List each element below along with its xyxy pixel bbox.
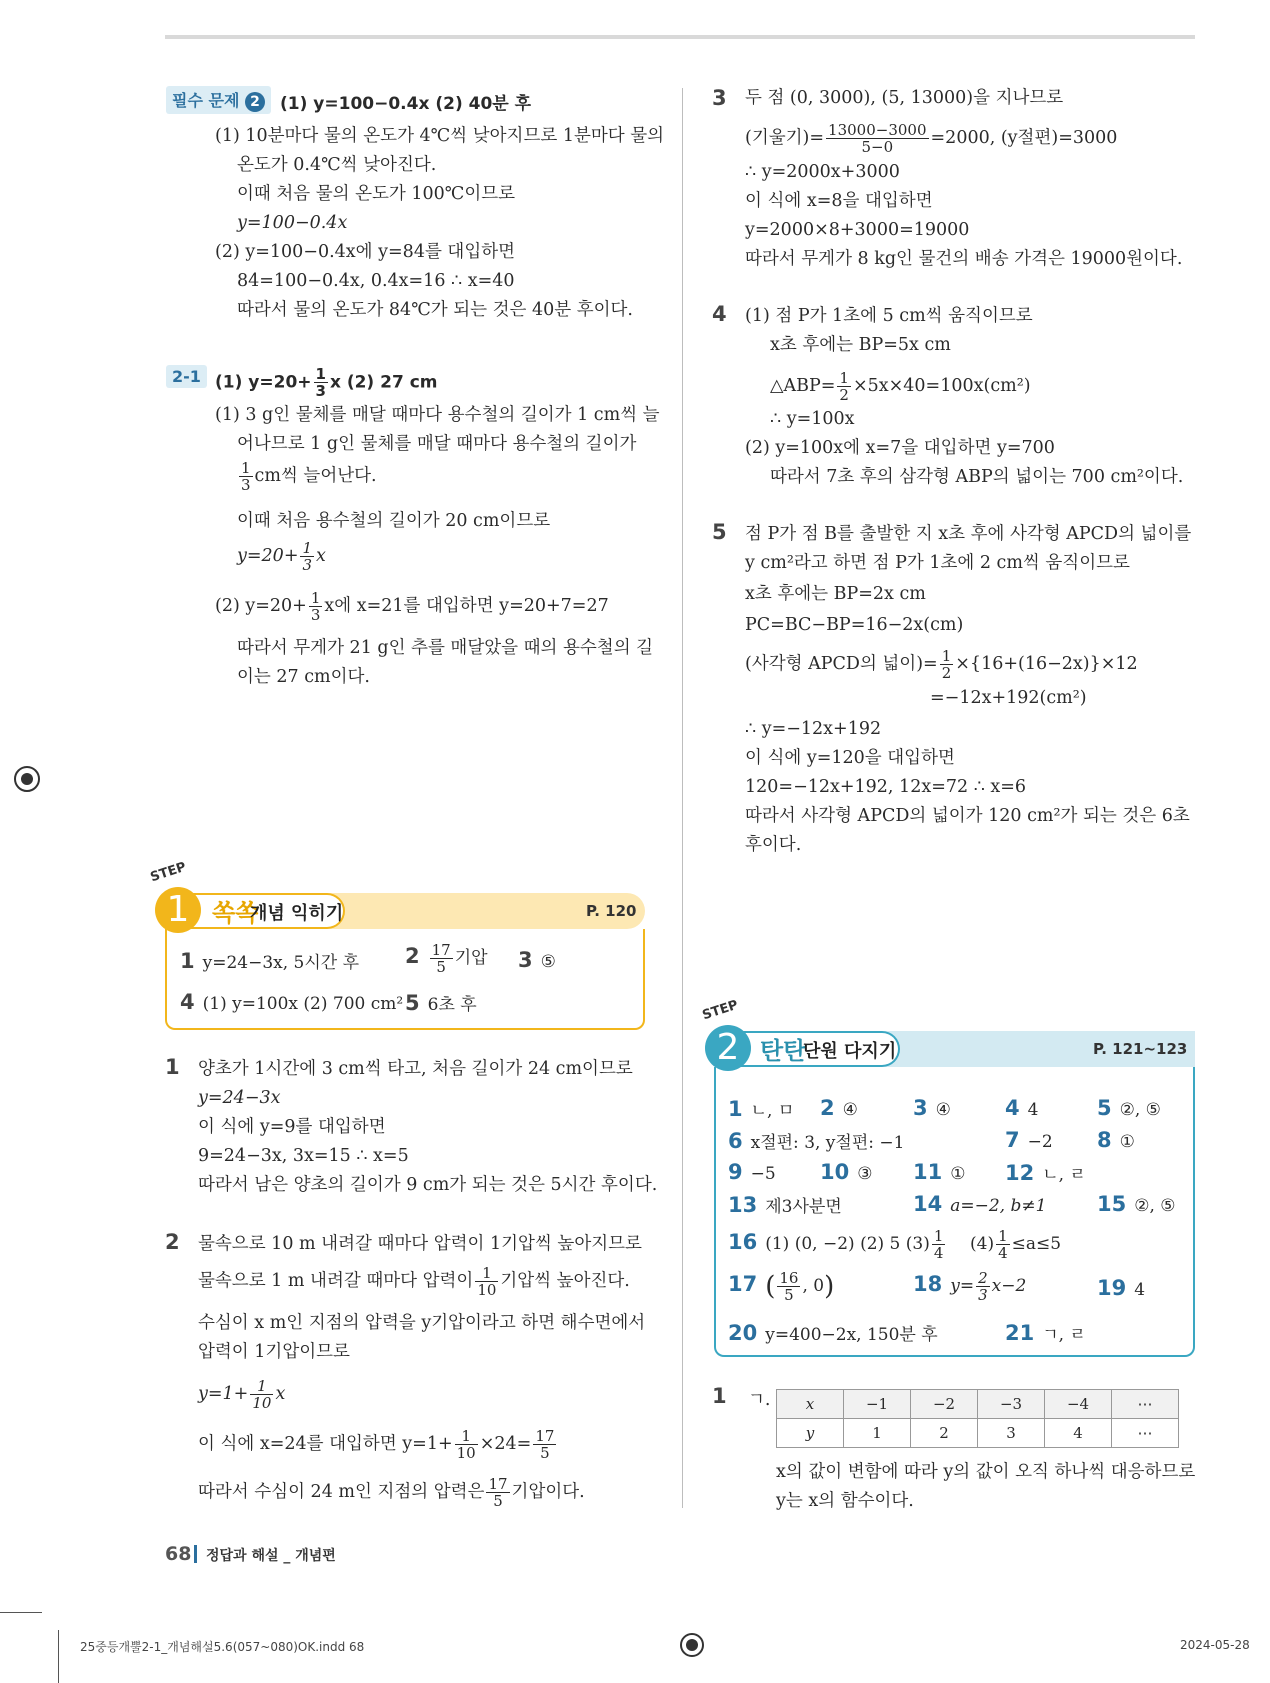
p21-line: 이때 처음 용수철의 길이가 20 cm이므로 xyxy=(237,511,551,531)
p21-line: $\frac{1}{3}$ cm씩 늘어난다. xyxy=(241,459,377,494)
step2-answer: 18 y= $\frac{2}{3}$ x−2 xyxy=(913,1269,1027,1304)
footer-bar xyxy=(194,1545,197,1563)
r5-line: =−12x+192(cm²) xyxy=(930,688,1087,708)
r3-line: 따라서 무게가 8 kg인 물건의 배송 가격은 19000원이다. xyxy=(745,249,1183,269)
r5-line: ∴ y=−12x+192 xyxy=(745,719,882,739)
r5-line: 점 P가 점 B를 출발한 지 x초 후에 사각형 APCD의 넓이를 xyxy=(745,524,1192,544)
p21-line: 따라서 무게가 21 g인 추를 매달았을 때의 용수철의 길 xyxy=(237,638,654,658)
table-cell: ⋯ xyxy=(1112,1390,1179,1419)
table-cell: x xyxy=(777,1390,844,1419)
s2q1-label: ㄱ. xyxy=(748,1390,771,1410)
s1q1-line: 이 식에 y=9를 대입하면 xyxy=(198,1117,386,1137)
step2-number: 2 xyxy=(705,1025,751,1071)
step2-deco: 탄탄 xyxy=(760,1037,807,1065)
r4-line: △ABP= $\frac{1}{2}$ ×5x×40=100x(cm²) xyxy=(770,369,1031,404)
step2-answer: 21 ㄱ, ㄹ xyxy=(1005,1321,1086,1345)
step2-answer: 12 ㄴ, ㄹ xyxy=(1005,1161,1086,1185)
step1-answer: 1 y=24−3x, 5시간 후 xyxy=(180,949,360,973)
p21-line: 이는 27 cm이다. xyxy=(237,667,370,687)
table-cell: ⋯ xyxy=(1112,1419,1179,1448)
p21-line: y=20+ $\frac{1}{3}$ x xyxy=(237,539,326,574)
step2-answer: 15 ②, ⑤ xyxy=(1097,1192,1176,1216)
step2-answer: 8 ① xyxy=(1097,1128,1135,1152)
step2-answer: 4 4 xyxy=(1005,1096,1039,1120)
table-cell: −3 xyxy=(978,1390,1045,1419)
registration-mark-icon xyxy=(680,1633,704,1657)
table-cell: y xyxy=(777,1419,844,1448)
question-number: 4 xyxy=(712,302,727,326)
r5-line: 따라서 사각형 APCD의 넓이가 120 cm²가 되는 것은 6초 xyxy=(745,806,1190,826)
question-number: 5 xyxy=(712,520,727,544)
step1-deco: 쏙쏙 xyxy=(212,899,259,927)
step2-answer: 7 −2 xyxy=(1005,1128,1053,1152)
p2-line: 따라서 물의 온도가 84℃가 되는 것은 40분 후이다. xyxy=(237,300,633,320)
footer-title: 정답과 해설 _ 개념편 xyxy=(206,1548,336,1564)
r5-line: 후이다. xyxy=(745,835,802,855)
question-number: 1 xyxy=(712,1384,727,1408)
r4-line: 따라서 7초 후의 삼각형 ABP의 넓이는 700 cm²이다. xyxy=(770,467,1184,487)
step2-answer: 10 ③ xyxy=(820,1160,873,1184)
p2-line: (1) 10분마다 물의 온도가 4℃씩 낮아지므로 1분마다 물의 xyxy=(215,126,665,146)
r5-line: 120=−12x+192, 12x=72 ∴ x=6 xyxy=(745,777,1027,797)
table-cell: 4 xyxy=(1045,1419,1112,1448)
p2-line: 84=100−0.4x, 0.4x=16 ∴ x=40 xyxy=(237,271,515,291)
x-y-table xyxy=(776,1389,1179,1448)
p2-line: 온도가 0.4℃씩 낮아진다. xyxy=(237,155,437,175)
s1q1-line: y=24−3x xyxy=(198,1088,281,1108)
p2-line: 이때 처음 물의 온도가 100℃이므로 xyxy=(237,184,516,204)
p2-line: y=100−0.4x xyxy=(237,213,348,233)
s1q2-line: 이 식에 x=24를 대입하면 y=1+ $\frac{1}{10}$ ×24= $\frac{17}{5}$ xyxy=(198,1427,555,1462)
step2-answer: 6 x절편: 3, y절편: −1 xyxy=(728,1129,905,1153)
p21-line: (2) y=20+ $\frac{1}{3}$ x에 x=21를 대입하면 y=20+7=27 xyxy=(215,589,609,624)
r3-line: y=2000×8+3000=19000 xyxy=(745,220,970,240)
step2-answer: 1 ㄴ, ㅁ xyxy=(728,1097,795,1121)
s2q1-line: y는 x의 함수이다. xyxy=(776,1491,914,1511)
problem-label: 필수 문제 2 xyxy=(166,86,271,114)
step2-answer: 17 ( $\frac{16}{5}$ , 0) xyxy=(728,1269,835,1304)
table-cell: −2 xyxy=(911,1390,978,1419)
step2-answer: 2 ④ xyxy=(820,1096,858,1120)
r4-line: ∴ y=100x xyxy=(770,409,855,429)
question-number: 2 xyxy=(165,1230,180,1254)
r5-line: 이 식에 y=120을 대입하면 xyxy=(745,748,955,768)
step1-answer: 2 $\frac{17}{5}$ 기압 xyxy=(405,941,488,976)
r3-line: (기울기)= $\frac{13000-3000}{5-0}$ =2000, (y절편)=3000 xyxy=(745,121,1118,156)
problem-2-1-label: 2-1 xyxy=(166,365,207,388)
step2-answer: 9 −5 xyxy=(728,1160,776,1184)
table-cell: 1 xyxy=(844,1419,911,1448)
top-rule xyxy=(165,35,1195,39)
step2-title: 단원 다지기 xyxy=(803,1041,897,1062)
step-tag: STEP xyxy=(700,997,741,1024)
p2-line: (2) y=100−0.4x에 y=84를 대입하면 xyxy=(215,242,516,262)
step1-title: 개념 익히기 xyxy=(250,903,344,924)
step1-answer: 5 6초 후 xyxy=(405,991,477,1015)
print-date: 2024-05-28 xyxy=(1180,1638,1250,1652)
step2-page-ref: P. 121~123 xyxy=(1093,1040,1188,1058)
question-number: 1 xyxy=(165,1055,180,1079)
table-cell: −1 xyxy=(844,1390,911,1419)
question-number: 3 xyxy=(712,86,727,110)
s1q2-line: 압력이 1기압이므로 xyxy=(198,1342,350,1362)
step2-answer: 3 ④ xyxy=(913,1096,951,1120)
table-cell: 3 xyxy=(978,1419,1045,1448)
step2-answer: 11 ① xyxy=(913,1160,966,1184)
r5-line: PC=BC−BP=16−2x(cm) xyxy=(745,615,964,635)
step-tag: STEP xyxy=(148,859,189,886)
file-info: 25중등개뿔2-1_개념해설5.6(057~080)OK.indd 68 xyxy=(80,1640,365,1654)
step2-answer: 19 4 xyxy=(1097,1276,1146,1300)
r5-line: (사각형 APCD의 넓이)= $\frac{1}{2}$ ×{16+(16−2x)}×12 xyxy=(745,647,1138,682)
p21-line: (1) 3 g인 물체를 매달 때마다 용수철의 길이가 1 cm씩 늘 xyxy=(215,405,660,425)
s1q1-line: 9=24−3x, 3x=15 ∴ x=5 xyxy=(198,1146,409,1166)
step1-answer: 3 ⑤ xyxy=(518,948,556,972)
s1q1-line: 양초가 1시간에 3 cm씩 타고, 처음 길이가 24 cm이므로 xyxy=(198,1059,633,1079)
s1q2-line: y=1+ $\frac{1}{10}$ x xyxy=(198,1377,286,1412)
step2-answer: 20 y=400−2x, 150분 후 xyxy=(728,1321,938,1345)
s1q2-line: 수심이 x m인 지점의 압력을 y기압이라고 하면 해수면에서 xyxy=(198,1313,646,1333)
p2-answer: (1) y=100−0.4x (2) 40분 후 xyxy=(280,94,532,114)
r5-line: x초 후에는 BP=2x cm xyxy=(745,584,926,604)
s2q1-line: x의 값이 변함에 따라 y의 값이 오직 하나씩 대응하므로 xyxy=(776,1462,1196,1482)
step2-answer: 16 (1) (0, −2) (2) 5 (3) $\frac{1}{4}$ xyxy=(728,1227,944,1262)
s1q2-line: 따라서 수심이 24 m인 지점의 압력은 $\frac{17}{5}$ 기압이다. xyxy=(198,1475,585,1510)
table-cell: −4 xyxy=(1045,1390,1112,1419)
step1-page-ref: P. 120 xyxy=(586,902,637,920)
step2-answer: (4) $\frac{1}{4}$ ≤a≤5 xyxy=(970,1227,1062,1262)
step2-answer: 14 a=−2, b≠1 xyxy=(913,1192,1047,1216)
table-cell: 2 xyxy=(911,1419,978,1448)
crop-mark xyxy=(0,1612,42,1613)
step2-answer: 13 제3사분면 xyxy=(728,1193,842,1217)
column-divider xyxy=(682,88,683,1508)
registration-mark-icon xyxy=(14,766,40,792)
r4-line: x초 후에는 BP=5x cm xyxy=(770,335,951,355)
problem-number-circle: 2 xyxy=(245,92,265,112)
s1q1-line: 따라서 남은 양초의 길이가 9 cm가 되는 것은 5시간 후이다. xyxy=(198,1175,658,1195)
s1q2-line: 물속으로 1 m 내려갈 때마다 압력이 $\frac{1}{10}$ 기압씩 높아진다. xyxy=(198,1264,630,1299)
s1q2-line: 물속으로 10 m 내려갈 때마다 압력이 1기압씩 높아지므로 xyxy=(198,1234,642,1254)
crop-mark xyxy=(58,1630,59,1683)
p21-line: 어나므로 1 g인 물체를 매달 때마다 용수철의 길이가 xyxy=(237,434,637,454)
step1-answer: 4 (1) y=100x (2) 700 cm² xyxy=(180,990,404,1014)
r4-line: (2) y=100x에 x=7을 대입하면 y=700 xyxy=(745,438,1055,458)
r3-line: ∴ y=2000x+3000 xyxy=(745,162,900,182)
r3-line: 두 점 (0, 3000), (5, 13000)을 지나므로 xyxy=(745,88,1064,108)
r4-line: (1) 점 P가 1초에 5 cm씩 움직이므로 xyxy=(745,306,1033,326)
r5-line: y cm²라고 하면 점 P가 1초에 2 cm씩 움직이므로 xyxy=(745,553,1130,573)
p21-answer: (1) y=20+ $\frac{1}{3}$ x (2) 27 cm xyxy=(215,365,438,400)
fraction: $\frac{1}{3}$ xyxy=(315,365,326,400)
page-number: 68 xyxy=(165,1543,192,1565)
step2-answer: 5 ②, ⑤ xyxy=(1097,1096,1161,1120)
step1-number: 1 xyxy=(155,887,201,933)
r3-line: 이 식에 x=8을 대입하면 xyxy=(745,191,933,211)
